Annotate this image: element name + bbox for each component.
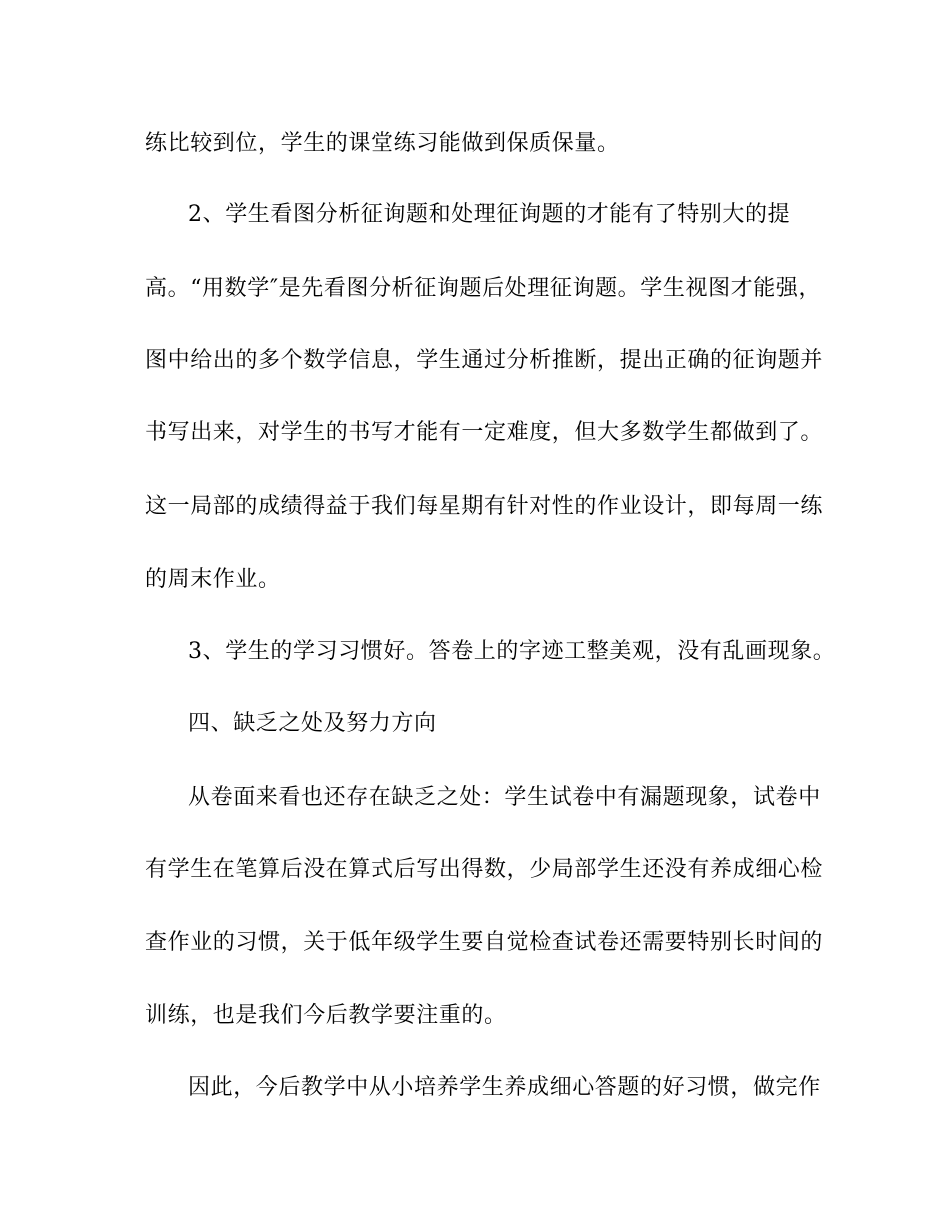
text-line: 的周末作业。	[145, 567, 281, 592]
text-line: 练比较到位，学生的课堂练习能做到保质保量。	[145, 131, 620, 156]
text-line: 2、学生看图分析征询题和处理征询题的才能有了特别大的提	[188, 202, 791, 227]
text-line: 有学生在笔算后没在算式后写出得数，少局部学生还没有养成细心检	[145, 857, 824, 882]
text-line: 3、学生的学习习惯好。答卷上的字迹工整美观，没有乱画现象。	[188, 639, 836, 664]
section-heading: 四、缺乏之处及努力方向	[188, 711, 437, 736]
text-line: 高。“用数学″是先看图分析征询题后处理征询题。学生视图才能强，	[145, 276, 822, 301]
text-line: 书写出来，对学生的书写才能有一定难度，但大多数学生都做到了。	[145, 420, 824, 445]
text-line: 查作业的习惯，关于低年级学生要自觉检查试卷还需要特别长时间的	[145, 930, 824, 955]
text-line: 因此，今后教学中从小培养学生养成细心答题的好习惯，做完作	[188, 1075, 821, 1100]
text-line: 这一局部的成绩得益于我们每星期有针对性的作业设计，即每周一练	[145, 494, 824, 519]
text-line: 从卷面来看也还存在缺乏之处：学生试卷中有漏题现象，试卷中	[188, 785, 821, 810]
text-line: 训练，也是我们今后教学要注重的。	[145, 1003, 507, 1028]
text-line: 图中给出的多个数学信息，学生通过分析推断，提出正确的征询题并	[145, 348, 824, 373]
